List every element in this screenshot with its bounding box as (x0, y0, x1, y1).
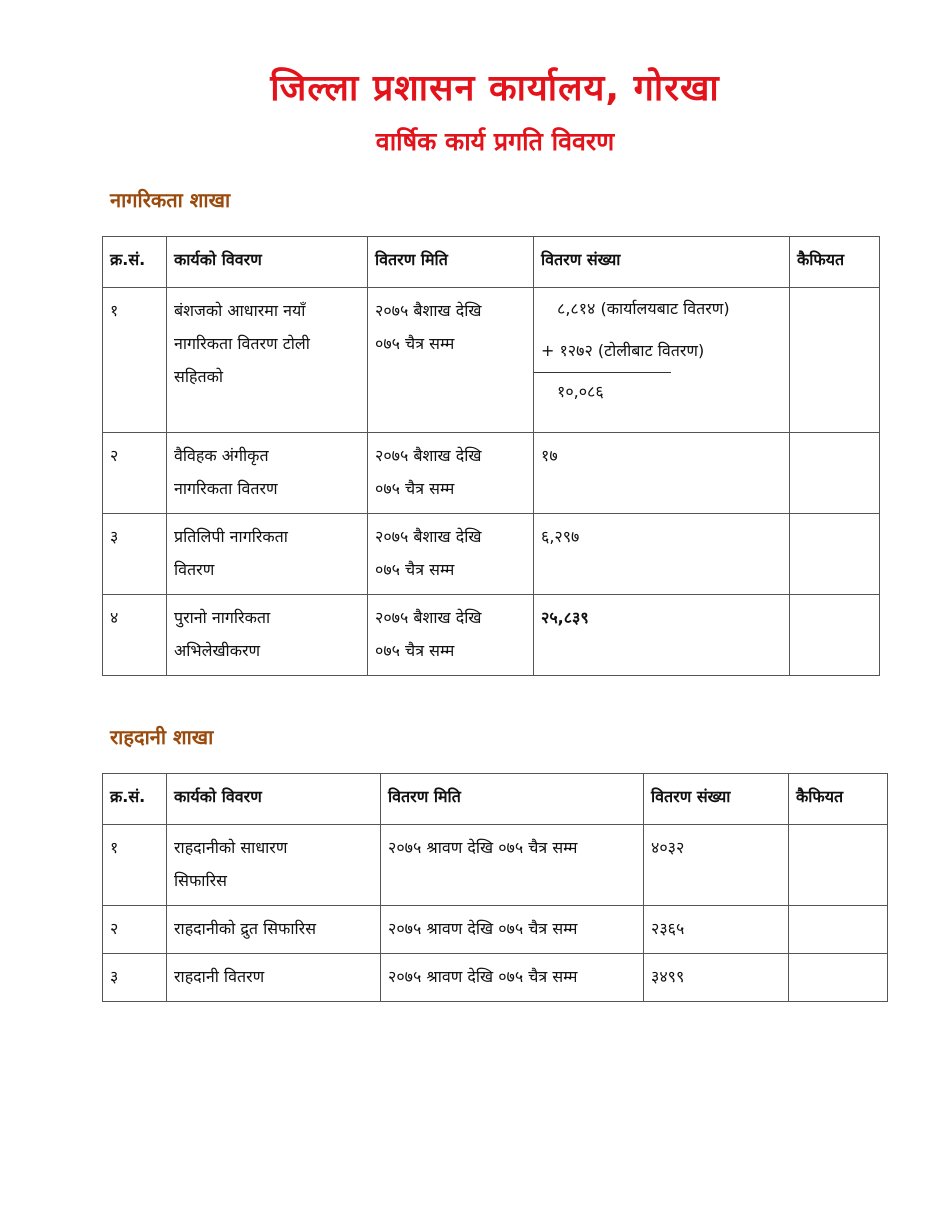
description-line: राहदानी वितरण (174, 967, 265, 986)
cell-remarks (790, 595, 880, 676)
table-header-row (103, 237, 880, 288)
cell-count (534, 288, 790, 433)
date-line: २०७५ बैशाख देखि (375, 301, 482, 320)
citizenship-table (102, 236, 880, 676)
cell-remarks (790, 433, 880, 514)
description-line: नागरिकता वितरण (174, 479, 278, 498)
date-line: २०७५ बैशाख देखि (375, 446, 482, 465)
cell-date: २०७५ श्रावण देखि ०७५ चैत्र सम्म (381, 825, 644, 906)
page-subtitle: वार्षिक कार्य प्रगति विवरण (375, 127, 615, 156)
column-header-sn: क्र.सं. (103, 237, 167, 288)
cell-description (167, 288, 368, 433)
table-row (103, 954, 888, 1002)
table-row (103, 595, 880, 676)
description-line: प्रतिलिपी नागरिकता (174, 527, 288, 546)
cell-description (167, 595, 368, 676)
date-line: २०७५ बैशाख देखि (375, 527, 482, 546)
cell-sn: ३ (103, 514, 167, 595)
column-header-sn: क्र.सं. (103, 774, 167, 825)
passport-table (102, 773, 888, 1002)
column-header-remarks: कैफियत (789, 774, 888, 825)
cell-description (167, 514, 368, 595)
cell-sn: १ (103, 825, 167, 906)
cell-count: ४०३२ (644, 825, 789, 906)
date-line: ०७५ चैत्र सम्म (375, 334, 455, 353)
table-row (103, 514, 880, 595)
date-line: ०७५ चैत्र सम्म (375, 479, 455, 498)
cell-description (167, 825, 381, 906)
count-team: + १२७२ (टोलीबाट वितरण) (541, 341, 705, 360)
cell-date: २०७५ श्रावण देखि ०७५ चैत्र सम्म (381, 906, 644, 954)
cell-date (368, 433, 534, 514)
passport-section-heading: राहदानी शाखा (110, 725, 214, 749)
cell-remarks (790, 288, 880, 433)
date-line: ०७५ चैत्र सम्म (375, 560, 455, 579)
description-line: सिफारिस (174, 871, 227, 890)
table-row (103, 288, 880, 433)
cell-sn: ३ (103, 954, 167, 1002)
cell-sn: २ (103, 433, 167, 514)
cell-remarks (789, 906, 888, 954)
cell-date (368, 595, 534, 676)
column-header-description: कार्यको विवरण (167, 237, 368, 288)
cell-count: ३४९९ (644, 954, 789, 1002)
page-title: जिल्ला प्रशासन कार्यालय, गोरखा (270, 68, 720, 109)
citizenship-section-heading: नागरिकता शाखा (110, 188, 231, 212)
cell-remarks (789, 954, 888, 1002)
table-row (103, 433, 880, 514)
table-header-row (103, 774, 888, 825)
cell-count: २३६५ (644, 906, 789, 954)
cell-remarks (789, 825, 888, 906)
cell-description (167, 954, 381, 1002)
cell-count: १७ (534, 433, 790, 514)
table-row (103, 825, 888, 906)
description-line: अभिलेखीकरण (174, 641, 261, 660)
column-header-date: वितरण मिति (368, 237, 534, 288)
sum-divider (533, 372, 671, 373)
column-header-remarks: कैफियत (790, 237, 880, 288)
cell-sn: २ (103, 906, 167, 954)
cell-description (167, 906, 381, 954)
column-header-date: वितरण मिति (381, 774, 644, 825)
table-row (103, 906, 888, 954)
description-line: पुरानो नागरिकता (174, 608, 271, 627)
cell-remarks (790, 514, 880, 595)
description-line: वैविहक अंगीकृत (174, 446, 269, 465)
date-line: ०७५ चैत्र सम्म (375, 641, 455, 660)
cell-date (368, 288, 534, 433)
column-header-count: वितरण संख्या (534, 237, 790, 288)
cell-count: २५,८३९ (534, 595, 790, 676)
cell-date (368, 514, 534, 595)
column-header-description: कार्यको विवरण (167, 774, 381, 825)
column-header-count: वितरण संख्या (644, 774, 789, 825)
description-line: राहदानीको द्रुत सिफारिस (174, 919, 317, 938)
cell-date: २०७५ श्रावण देखि ०७५ चैत्र सम्म (381, 954, 644, 1002)
date-line: २०७५ बैशाख देखि (375, 608, 482, 627)
description-line: वितरण (174, 560, 215, 579)
cell-description (167, 433, 368, 514)
cell-count: ६,२९७ (534, 514, 790, 595)
cell-sn: १ (103, 288, 167, 433)
count-total: १०,०८६ (557, 382, 604, 401)
cell-sn: ४ (103, 595, 167, 676)
description-line: नागरिकता वितरण टोली (174, 334, 310, 353)
description-line: सहितको (174, 367, 224, 386)
description-line: राहदानीको साधारण (174, 838, 288, 857)
count-office: ८,८१४ (कार्यालयबाट वितरण) (557, 299, 730, 318)
description-line: बंशजको आधारमा नयाँ (174, 301, 306, 320)
